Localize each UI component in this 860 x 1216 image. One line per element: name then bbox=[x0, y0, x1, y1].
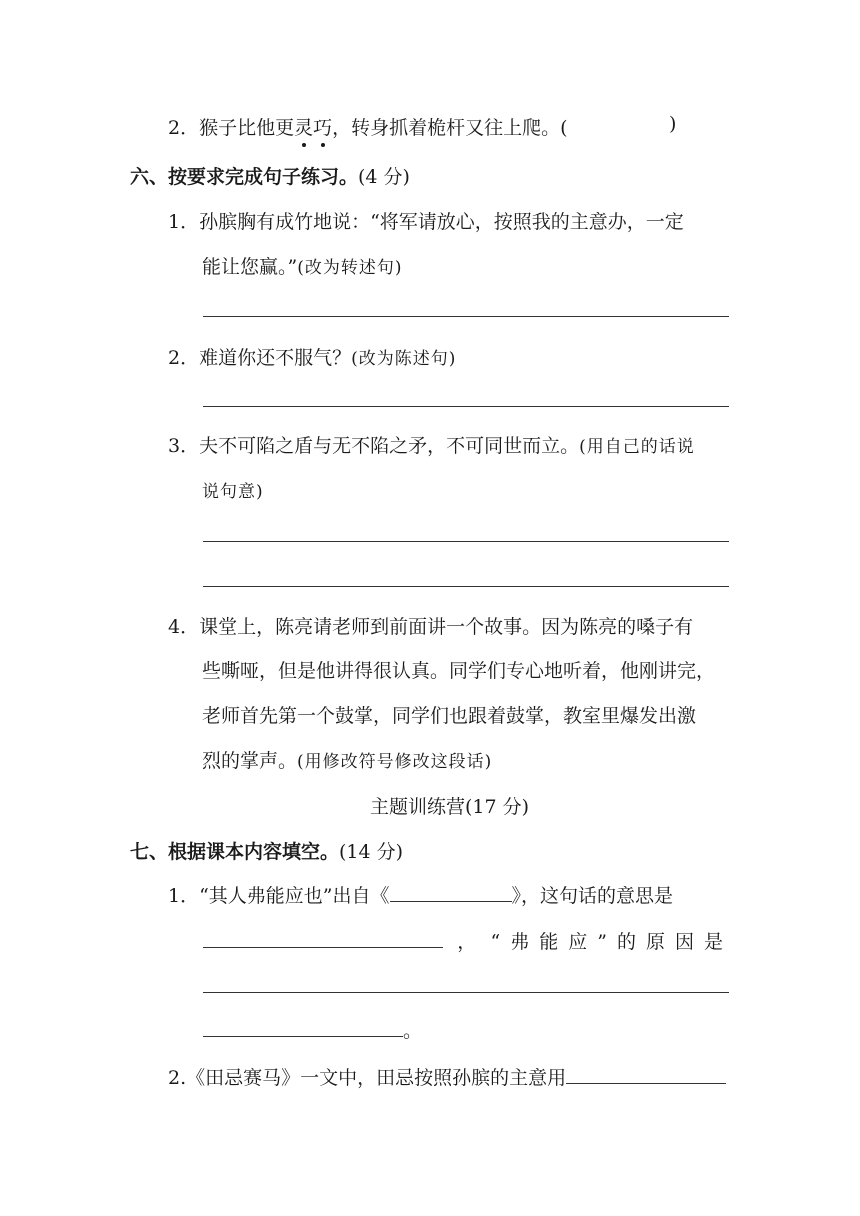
instruction-note: (改为陈述句) bbox=[351, 349, 457, 369]
theme-title: 主题训练营(17 分) bbox=[370, 796, 530, 818]
fill-blank-source[interactable] bbox=[390, 881, 512, 902]
s7-item1-line1 bbox=[168, 881, 673, 908]
answer-line[interactable] bbox=[203, 541, 729, 542]
section-6-title: 六、按要求完成句子练习。(4 分) bbox=[130, 166, 410, 188]
item-text: ， bbox=[457, 931, 477, 953]
q5-item2 bbox=[168, 113, 568, 140]
sentence-text: ，转身抓着桅杆又往上爬。( bbox=[332, 117, 568, 139]
section-score: (4 分) bbox=[358, 166, 410, 188]
item-text: 》，这句话的意思是 bbox=[511, 885, 674, 907]
item-text: 。 bbox=[403, 1020, 423, 1042]
s6-item1-line2 bbox=[202, 252, 402, 279]
item-text: 孙膑胸有成竹地说：“将军请放心，按照我的主意办，一定 bbox=[199, 211, 684, 233]
s7-item1-line2 bbox=[203, 927, 733, 954]
item-text: 难道你还不服气？ bbox=[199, 347, 352, 369]
s6-item4-line4 bbox=[202, 746, 492, 773]
instruction-note: (改为转述句) bbox=[297, 258, 403, 278]
instruction-note: (用自己的话说 bbox=[579, 437, 695, 457]
s7-item2 bbox=[168, 1063, 726, 1090]
fill-blank-strategy[interactable] bbox=[566, 1063, 726, 1084]
item-number: 1． bbox=[168, 885, 200, 907]
answer-line[interactable] bbox=[203, 316, 729, 317]
item-text: 课堂上，陈亮请老师到前面讲一个故事。因为陈亮的嗓子有 bbox=[199, 616, 694, 638]
s6-item3-line2: 说句意) bbox=[202, 482, 264, 502]
section-7-title: 七、根据课本内容填空。(14 分) bbox=[130, 841, 404, 863]
answer-line[interactable] bbox=[203, 406, 729, 407]
item-number: 3． bbox=[168, 435, 200, 457]
item-text: “其人弗能应也”出自《 bbox=[199, 885, 390, 907]
s6-item4-line3: 老师首先第一个鼓掌，同学们也跟着鼓掌，教室里爆发出激 bbox=[202, 705, 697, 727]
item-number: 2． bbox=[168, 117, 200, 139]
instruction-note: (用修改符号修改这段话) bbox=[297, 752, 493, 772]
item-number: 2． bbox=[168, 347, 200, 369]
section-score: (14 分) bbox=[339, 841, 404, 863]
emphasis-char: 灵 bbox=[294, 113, 313, 140]
fill-blank-meaning[interactable] bbox=[203, 927, 443, 948]
answer-line[interactable] bbox=[203, 586, 729, 587]
s6-item1-line1 bbox=[168, 207, 684, 234]
emphasis-char: 巧 bbox=[313, 113, 332, 140]
s6-item3-line1 bbox=[168, 431, 695, 458]
item-text: 能让您赢。” bbox=[202, 256, 298, 278]
s7-item1-line4 bbox=[203, 1016, 422, 1043]
answer-line[interactable] bbox=[203, 992, 729, 993]
item-text: “弗能应”的原因是 bbox=[490, 931, 733, 953]
s6-item4-line1 bbox=[168, 612, 693, 639]
answer-paren-close: ) bbox=[669, 113, 677, 135]
s6-item4-line2: 些嘶哑，但是他讲得很认真。同学们专心地听着，他刚讲完， bbox=[202, 660, 716, 682]
s6-item2 bbox=[168, 343, 456, 370]
sentence-text: 猴子比他更 bbox=[199, 117, 295, 139]
fill-blank-reason[interactable] bbox=[203, 1016, 403, 1037]
item-number: 1． bbox=[168, 211, 200, 233]
item-text: 2.《田忌赛马》一文中，田忌按照孙膑的主意用 bbox=[168, 1067, 567, 1089]
item-text: 烈的掌声。 bbox=[202, 750, 298, 772]
item-text: 夫不可陷之盾与无不陷之矛，不可同世而立。 bbox=[199, 435, 580, 457]
item-number: 4． bbox=[168, 616, 200, 638]
